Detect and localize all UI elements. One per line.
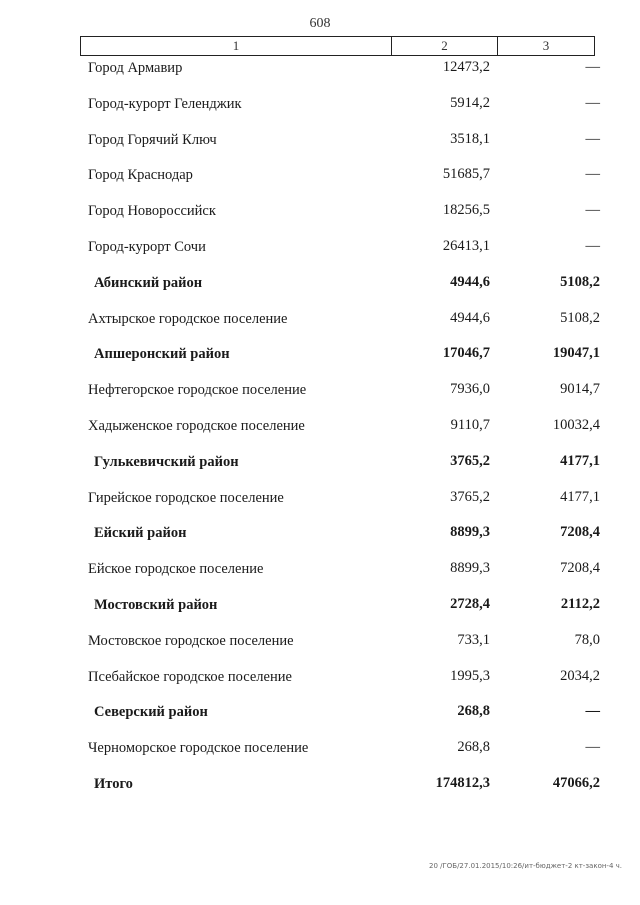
row-value-col-3: — xyxy=(585,202,600,219)
page-number: 608 xyxy=(309,16,331,31)
row-value-col-3: 47066,2 xyxy=(552,774,600,791)
row-value-col-3: 7208,4 xyxy=(560,524,600,541)
row-value-col-3: — xyxy=(585,94,600,111)
table-body xyxy=(0,56,640,808)
row-value-col-2: 7936,0 xyxy=(450,381,490,398)
row-value-col-2: 733,1 xyxy=(457,631,490,648)
table-row xyxy=(0,92,640,128)
row-name: Псебайское городское поселение xyxy=(88,668,292,685)
row-value-col-3: 7208,4 xyxy=(560,560,600,577)
row-name: Гулькевичский район xyxy=(94,453,239,470)
row-value-col-3: 2112,2 xyxy=(560,595,600,612)
table-row xyxy=(0,128,640,164)
header-col-1: 1 xyxy=(81,37,392,55)
row-value-col-2: 4944,6 xyxy=(450,273,490,290)
row-name: Хадыженское городское поселение xyxy=(88,417,305,434)
table-row xyxy=(0,486,640,522)
row-name: Нефтегорское городское поселение xyxy=(88,382,307,399)
row-value-col-3: 10032,4 xyxy=(552,416,600,433)
row-name: Абинский район xyxy=(94,274,203,291)
table-row xyxy=(0,665,640,701)
row-value-col-3: — xyxy=(585,739,600,756)
row-value-col-2: 8899,3 xyxy=(450,524,490,541)
table-row xyxy=(0,414,640,450)
row-value-col-3: 5108,2 xyxy=(560,273,600,290)
row-name: Ейский район xyxy=(94,525,187,542)
row-value-col-2: 5914,2 xyxy=(450,94,490,111)
row-name: Итого xyxy=(94,775,133,792)
row-value-col-2: 8899,3 xyxy=(450,560,490,577)
row-value-col-2: 18256,5 xyxy=(442,202,490,219)
table-row-district xyxy=(0,772,640,808)
row-value-col-2: 174812,3 xyxy=(435,774,490,791)
row-value-col-3: 19047,1 xyxy=(552,345,600,362)
document-footer: 20 /ГОБ/27.01.2015/10:26/ит-бюджет-2 кт-закон-4 ч. xyxy=(429,862,622,870)
row-name: Черноморское городское поселение xyxy=(88,740,309,757)
table-row xyxy=(0,56,640,92)
row-value-col-3: 4177,1 xyxy=(560,452,600,469)
row-name: Город-курорт Сочи xyxy=(88,238,206,255)
row-value-col-2: 9110,7 xyxy=(450,416,490,433)
table-row xyxy=(0,163,640,199)
row-value-col-3: — xyxy=(585,59,600,75)
row-value-col-3: — xyxy=(585,237,600,254)
row-name: Город-курорт Геленджик xyxy=(88,95,242,112)
table-row-district xyxy=(0,593,640,629)
table-row-district xyxy=(0,271,640,307)
table-row xyxy=(0,378,640,414)
row-name: Гирейское городское поселение xyxy=(88,489,284,506)
row-value-col-3: 9014,7 xyxy=(560,381,600,398)
table-row xyxy=(0,629,640,665)
row-name: Город Краснодар xyxy=(88,167,193,184)
table-row xyxy=(0,199,640,235)
row-value-col-3: 2034,2 xyxy=(560,667,600,684)
row-value-col-3: — xyxy=(585,166,600,183)
row-name: Город Армавир xyxy=(88,60,183,76)
row-value-col-3: — xyxy=(585,703,600,720)
row-name: Мостовское городское поселение xyxy=(88,632,294,649)
row-value-col-2: 268,8 xyxy=(457,739,490,756)
row-value-col-2: 26413,1 xyxy=(442,237,490,254)
table-header xyxy=(80,36,595,56)
row-value-col-2: 51685,7 xyxy=(442,166,490,183)
table-row xyxy=(0,307,640,343)
header-col-3: 3 xyxy=(542,38,550,53)
row-name: Ахтырское городское поселение xyxy=(88,310,288,327)
table-row-district xyxy=(0,450,640,486)
row-value-col-2: 1995,3 xyxy=(450,667,490,684)
row-value-col-3: — xyxy=(585,130,600,147)
row-value-col-2: 268,8 xyxy=(457,703,490,720)
row-name: Северский район xyxy=(94,704,208,721)
row-name: Город Новороссийск xyxy=(88,203,216,220)
row-value-col-3: 5108,2 xyxy=(560,309,600,326)
row-name: Город Горячий Ключ xyxy=(88,131,217,148)
table-row xyxy=(0,557,640,593)
row-value-col-2: 3765,2 xyxy=(450,488,490,505)
row-value-col-3: 78,0 xyxy=(574,631,600,648)
table-row-district xyxy=(0,521,640,557)
row-value-col-2: 4944,6 xyxy=(450,309,490,326)
table-row xyxy=(0,235,640,271)
row-name: Апшеронский район xyxy=(94,346,230,363)
row-value-col-2: 3518,1 xyxy=(450,130,490,147)
row-name: Ейское городское поселение xyxy=(88,561,264,578)
row-value-col-2: 17046,7 xyxy=(442,345,490,362)
row-value-col-2: 3765,2 xyxy=(450,452,490,469)
table-row-district xyxy=(0,700,640,736)
row-value-col-2: 12473,2 xyxy=(442,59,490,75)
table-row-district xyxy=(0,342,640,378)
row-value-col-3: 4177,1 xyxy=(560,488,600,505)
table-row xyxy=(0,736,640,772)
row-name: Мостовский район xyxy=(94,596,218,613)
header-col-2: 2 xyxy=(392,37,498,55)
row-value-col-2: 2728,4 xyxy=(450,595,490,612)
